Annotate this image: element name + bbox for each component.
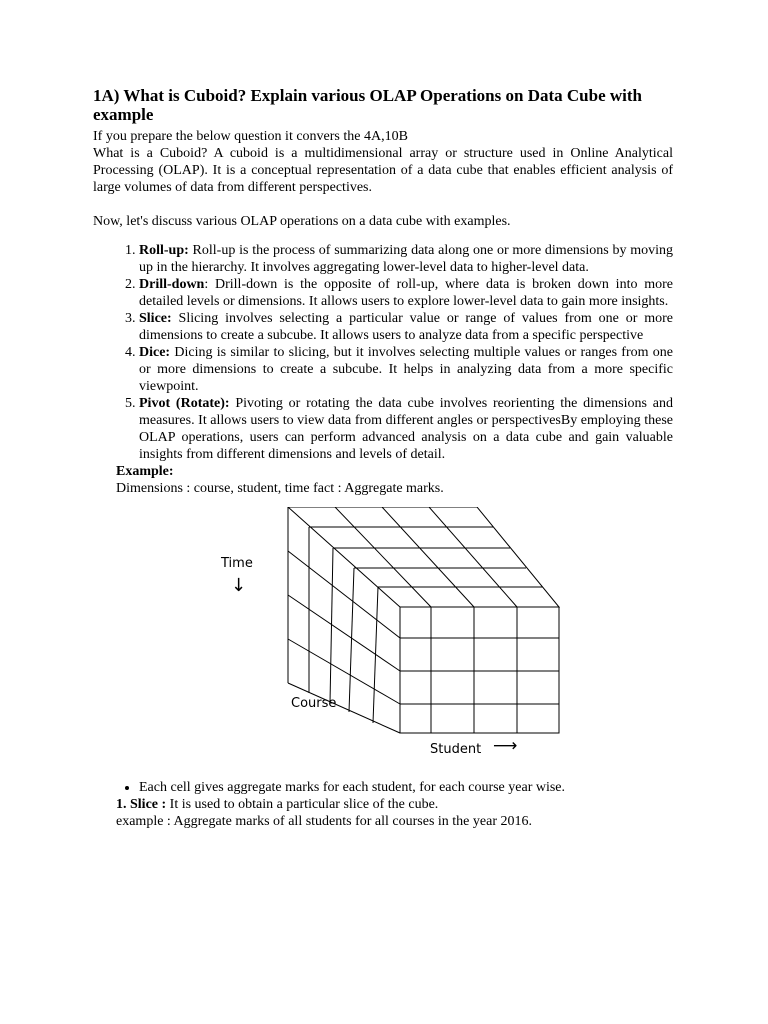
slice-example: example : Aggregate marks of all students for all courses in the year 2016. <box>116 814 532 829</box>
data-cube-figure <box>93 507 673 775</box>
list-item: 4. Dice: Dicing is similar to slicing, but it involves selecting multiple values or ranges from one or more dimensions to create a subcube. It helps in analyzing data from a more specific viewpoint. <box>139 344 673 395</box>
down-arrow-icon: ↓ <box>231 575 247 596</box>
right-arrow-icon: ⟶ <box>493 736 518 756</box>
example-heading: Example: <box>116 464 174 479</box>
data-cube-drawing <box>93 507 673 775</box>
lead-in: Now, let's discuss various OLAP operations on a data cube with examples. <box>93 214 511 229</box>
course-axis-label: Course <box>291 696 337 711</box>
question-heading: 1A) What is Cuboid? Explain various OLAP Operations on Data Cube with example <box>93 86 642 124</box>
example-dimensions: Dimensions : course, student, time fact : Aggregate marks. <box>116 481 444 496</box>
list-item: 1. Roll-up: Roll-up is the process of summarizing data along one or more dimensions by moving up in the hierarchy. It involves aggregating lower-level data to higher-level data. <box>139 242 673 276</box>
cuboid-definition: What is a Cuboid? A cuboid is a multidimensional array or structure used in Online Analytical Processing (OLAP). It is a conceptual representation of a data cube that enables efficient analysis of large volumes of data from different perspectives. <box>93 146 673 195</box>
list-item: 5. Pivot (Rotate): Pivoting or rotating the data cube involves reorienting the dimensions and measures. It allows users to view data from different angles or perspectivesBy employing these OLAP operations, users can perform advanced analysis on a data cube and gain valuable insights from different dimensions and levels of detail. <box>139 395 673 463</box>
olap-operations-list <box>93 242 673 463</box>
time-axis-label: Time <box>221 556 253 571</box>
slice-definition: 1. Slice : It is used to obtain a particular slice of the cube. <box>116 797 439 812</box>
note-list <box>93 779 673 796</box>
list-item: • Each cell gives aggregate marks for each student, for each course year wise. <box>139 779 673 796</box>
intro-note: If you prepare the below question it convers the 4A,10B <box>93 129 408 144</box>
document-page <box>93 86 673 830</box>
student-axis-label: Student <box>430 742 482 757</box>
list-item: 2. Drill-down: Drill-down is the opposite of roll-up, where data is broken down into more detailed levels or dimensions. It allows users to explore lower-level data to gain more insights. <box>139 276 673 310</box>
list-item: 3. Slice: Slicing involves selecting a particular value or range of values from one or more dimensions to create a subcube. It allows users to analyze data from a specific perspective <box>139 310 673 344</box>
